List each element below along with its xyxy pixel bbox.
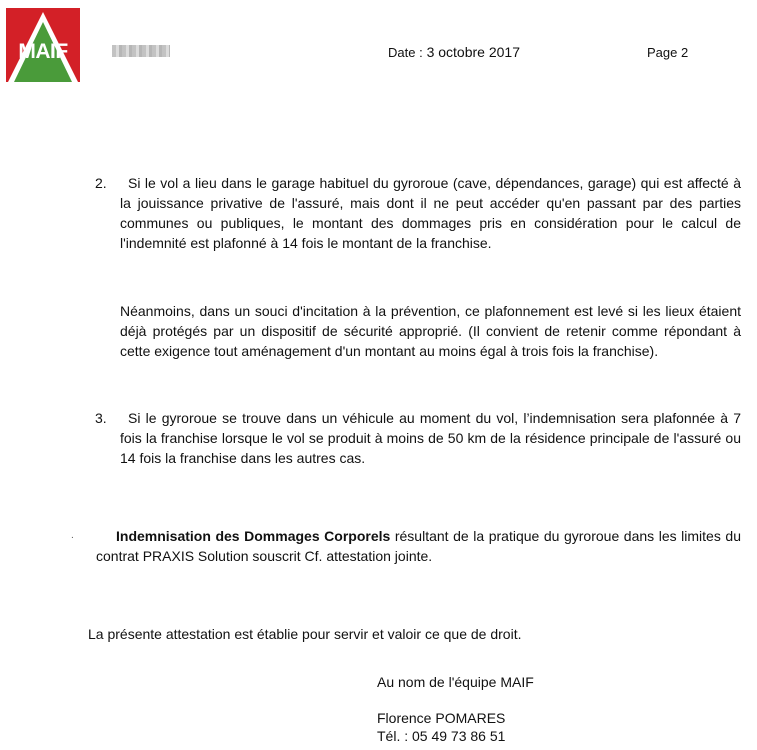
item-number-3: 3.: [95, 410, 107, 426]
logo-text: MAIF: [18, 40, 68, 63]
page-number: Page 2: [647, 45, 689, 60]
closing-statement: La présente attestation est établie pour servir et valoir ce que de droit.: [88, 626, 522, 642]
date-label: Date :: [388, 45, 423, 60]
item-number-2: 2.: [95, 175, 107, 191]
signature-phone: Tél. : 05 49 73 86 51: [377, 728, 506, 744]
item-2-continuation: Néanmoins, dans un souci d'incitation à la prévention, ce plafonnement est levé si les lieux étaient déjà protégés par un dispositif de sécurité approprié. (Il convient de retenir comme répondant à cette exigence tout aménagement d'un montant au moins égal à trois fois la franchise).: [120, 303, 741, 359]
item-2-text: Si le vol a lieu dans le garage habituel du gyroroue (cave, dépendances, garage) qui est affecté à la jouissance privative de l'assuré, mais dont il ne peut accéder qu'en passant par des parties communes ou publiques, le montant des dommages pris en considération pour le calcul de l'indemnité est plafonné à 14 fois le montant de la franchise.: [120, 175, 741, 251]
signature-name: Florence POMARES: [377, 710, 506, 726]
maif-logo: [6, 8, 80, 82]
date-value: 3 octobre 2017: [426, 44, 520, 60]
corporel-heading: Indemnisation des Dommages Corporels: [116, 528, 391, 544]
document-date: [388, 44, 520, 60]
corporel-paragraph: [96, 526, 741, 566]
item-3-text: Si le gyroroue se trouve dans un véhicule au moment du vol, l’indemnisation sera plafonnée à 7 fois la franchise lorsque le vol se produit à moins de 50 km de la résidence principale de l'assuré ou 14 fois la franchise dans les autres cas.: [120, 410, 741, 466]
corporel-bullet: .: [71, 530, 74, 541]
signature-team: Au nom de l'équipe MAIF: [377, 674, 534, 690]
corporel-text: résultant de la pratique du gyroroue dans les limites du contrat PRAXIS Solution souscrit Cf. attestation jointe.: [96, 528, 741, 564]
redacted-reference: [112, 45, 170, 57]
